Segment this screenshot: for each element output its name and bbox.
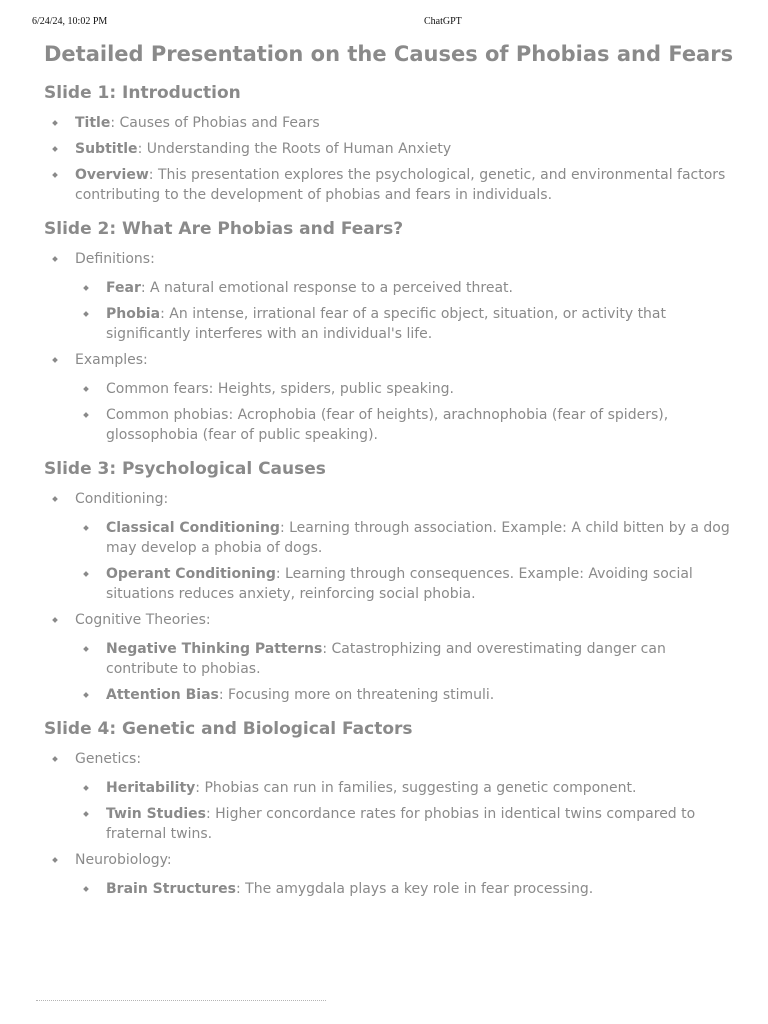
slide-heading: Slide 4: Genetic and Biological Factors (44, 719, 413, 739)
group-item (44, 350, 734, 445)
sub-list-item (75, 639, 734, 679)
group-label: Conditioning: (75, 491, 169, 507)
sub-list-item (75, 685, 734, 705)
item-label: Heritability (106, 780, 196, 796)
item-text: : This presentation explores the psychological, genetic, and environmental factors contributing to the development of phobias and fears in individuals. (75, 167, 726, 203)
sub-list-item (75, 379, 734, 399)
group-item (44, 249, 734, 344)
item-text: : Higher concordance rates for phobias in identical twins compared to fraternal twins. (106, 806, 696, 842)
list-item (44, 165, 734, 205)
list-item (44, 113, 734, 133)
sub-list-item (75, 518, 734, 558)
group-label: Cognitive Theories: (75, 612, 211, 628)
item-text: : Focusing more on threatening stimuli. (218, 687, 495, 703)
sub-list-item (75, 778, 734, 798)
document-title: Detailed Presentation on the Causes of Phobias and Fears (44, 42, 734, 66)
group-label: Genetics: (75, 751, 142, 767)
item-text: : Learning through consequences. Example: Avoiding social situations reduces anxiety, reinforcing social phobia. (106, 566, 693, 602)
print-date: 6/24/24, 10:02 PM (32, 16, 108, 27)
sub-list-item (75, 304, 734, 344)
print-footer-rule (36, 1000, 326, 1003)
group-label: Neurobiology: (75, 852, 172, 868)
item-label: Twin Studies (106, 806, 206, 822)
item-label: Phobia (106, 306, 161, 322)
sub-list-item (75, 278, 734, 298)
slide-2-section (44, 219, 734, 445)
item-label: Subtitle (75, 141, 138, 157)
print-page-title: ChatGPT (424, 16, 462, 27)
item-label: Negative Thinking Patterns (106, 641, 323, 657)
group-label: Examples: (75, 352, 148, 368)
slide-4-section (44, 719, 734, 899)
print-header (0, 16, 768, 30)
item-label: Overview (75, 167, 149, 183)
group-label: Definitions: (75, 251, 155, 267)
item-text: Common phobias: Acrophobia (fear of heights), arachnophobia (fear of spiders), glossophobia (fear of public speaking). (106, 407, 669, 443)
slide-heading: Slide 1: Introduction (44, 83, 241, 103)
slide-heading: Slide 3: Psychological Causes (44, 459, 326, 479)
item-label: Operant Conditioning (106, 566, 276, 582)
item-text: Common fears: Heights, spiders, public speaking. (106, 381, 454, 397)
slide-1-section (44, 83, 734, 205)
item-label: Brain Structures (106, 881, 236, 897)
group-item (44, 610, 734, 705)
item-text: : The amygdala plays a key role in fear processing. (236, 881, 594, 897)
item-text: : Causes of Phobias and Fears (110, 115, 320, 131)
sub-list-item (75, 804, 734, 844)
sub-list-item (75, 405, 734, 445)
group-item (44, 749, 734, 844)
item-label: Classical Conditioning (106, 520, 280, 536)
item-text: : A natural emotional response to a perceived threat. (140, 280, 513, 296)
item-label: Attention Bias (106, 687, 219, 703)
item-label: Title (75, 115, 111, 131)
document-content (44, 40, 734, 913)
item-text: : Phobias can run in families, suggesting a genetic component. (195, 780, 637, 796)
list-item (44, 139, 734, 159)
item-text: : Learning through association. Example: A child bitten by a dog may develop a phobia of dogs. (106, 520, 730, 556)
item-text: : An intense, irrational fear of a specific object, situation, or activity that significantly interferes with an individual's life. (106, 306, 666, 342)
group-item (44, 489, 734, 604)
slide-heading: Slide 2: What Are Phobias and Fears? (44, 219, 404, 239)
item-text: : Understanding the Roots of Human Anxiety (137, 141, 452, 157)
sub-list-item (75, 879, 734, 899)
item-text: : Catastrophizing and overestimating danger can contribute to phobias. (106, 641, 666, 677)
item-label: Fear (106, 280, 141, 296)
sub-list-item (75, 564, 734, 604)
slide-3-section (44, 459, 734, 705)
group-item (44, 850, 734, 899)
